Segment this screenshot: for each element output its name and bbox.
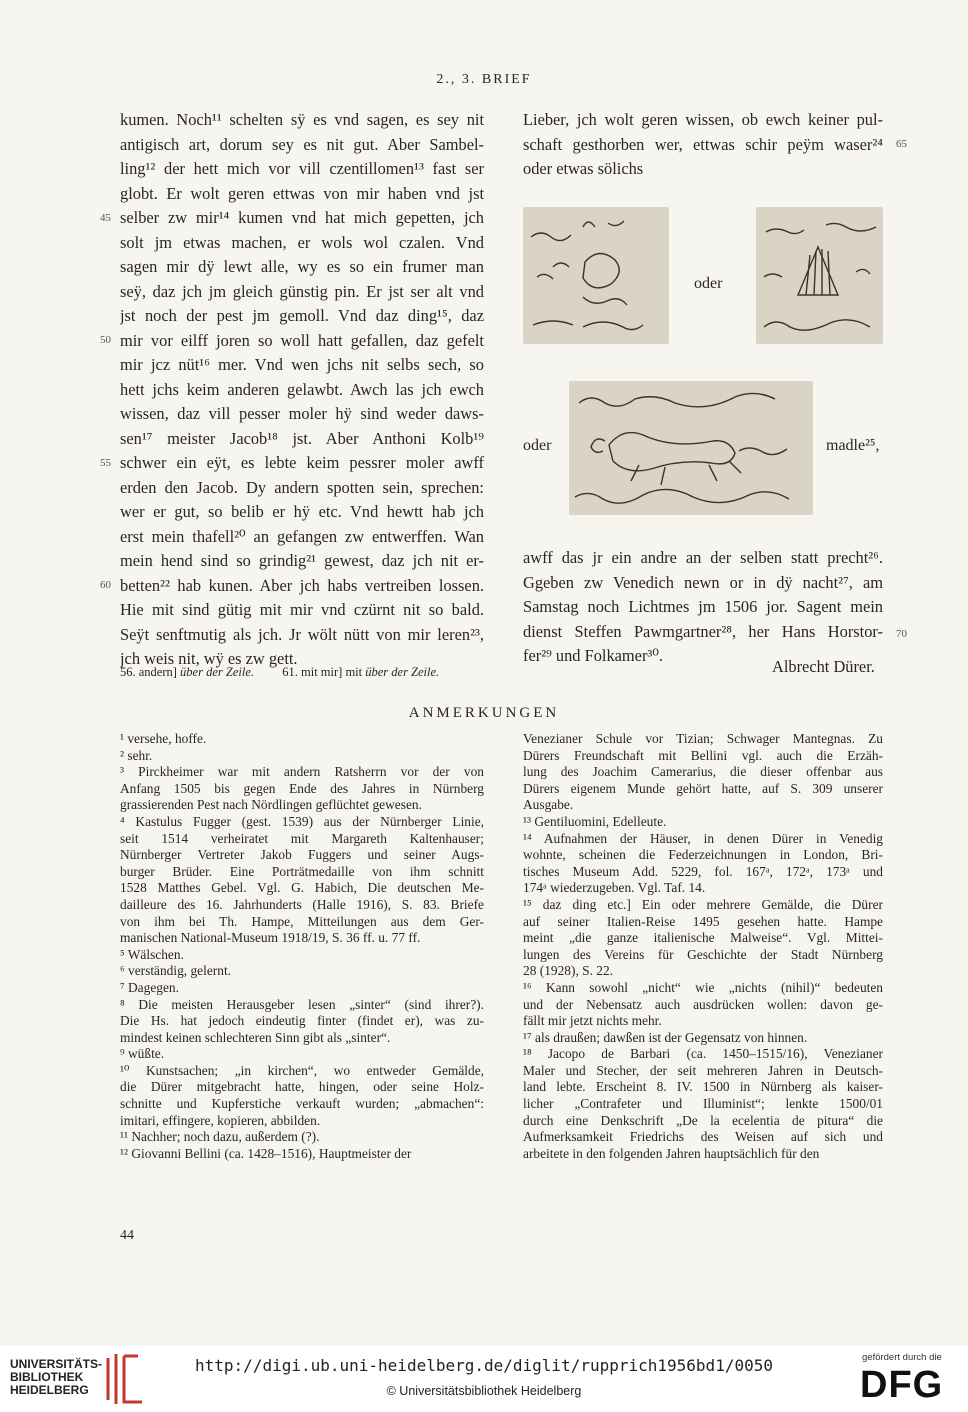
permalink-url[interactable]: http://digi.ub.uni-heidelberg.de/diglit/rupprich1956bd1/0050: [195, 1356, 773, 1375]
note-line: ¹³ Gentiluomini, Edelleute.: [523, 813, 667, 829]
letter-line: Seÿt senftmutig als jch. Jr wölt nütt von mir leren²³,: [120, 624, 484, 644]
letter-line: mir jcz nüt¹⁶ mer. Vnd wen jchs nit selbs sech, so: [120, 355, 484, 374]
apparatus-note-61: über der Zeile.: [365, 665, 440, 679]
letter-line: antigisch art, dorum sey es nit gut. Aber Sambel-: [120, 134, 484, 154]
letter-line: Hie mit sind gütig mit mir vnd czürnt nit so bald.: [120, 600, 484, 619]
note-line: seit 1514 verheiratet mit Margareth Kaltenhauser;: [120, 830, 484, 846]
note-line: Die Hs. hat jedoch eindeutig finter (findet er), was zu-: [120, 1013, 484, 1029]
letter-line: erden den Jacob. Dy andern spotten sein, sprechen:: [120, 477, 484, 497]
note-line: licher „Contrafeter und Illuminist“; lenkte 1500/01: [523, 1096, 883, 1112]
letter-line: schaft gesthorben wer, ettwas schir peÿm waser²⁴: [523, 134, 883, 154]
note-line: ¹⁵ daz ding etc.] Ein oder mehrere Gemälde, die Dürer: [523, 896, 883, 912]
copyright-notice: © Universitätsbibliothek Heidelberg: [386, 1384, 582, 1398]
note-line: die Dürer mitgebracht hatte, hingen, oder seine Holz-: [120, 1079, 484, 1095]
dfg-logo: DFG: [860, 1364, 944, 1406]
dfg-caption: gefördert durch die: [862, 1352, 942, 1363]
note-line: auf seiner Italien-Reise 1495 gesehen hatte. Hampe: [523, 913, 883, 929]
sketch-word-oder-2: oder: [523, 437, 552, 454]
note-line: durch eine Denkschrift „De la ecelentia de pitura“ die: [523, 1112, 883, 1128]
note-line: Dürers eigenem Munde gehört hatte, auf S. 309 unserer: [523, 780, 883, 796]
line-number-70: 70: [896, 628, 907, 640]
letter-line: Lieber, jch wolt geren wissen, ob ewch keiner pul-: [523, 110, 883, 129]
note-line: dailleure des 16. Jahrhunderts (Halle 1916), S. 83. Briefe: [120, 896, 484, 912]
letter-line: betten²² hab kunen. Aber jch habs vertreiben lossen.: [120, 575, 484, 595]
letter-line: mein hend sind so grindig²¹ gewest, daz jch nit er-: [120, 551, 484, 570]
note-line: ¹¹ Nachher; noch dazu, außerdem (?).: [120, 1129, 320, 1145]
apparatus-note-56: über der Zeile.: [180, 665, 254, 679]
note-line: lungen des Vereins für Geschichte der Stadt Nürnberg: [523, 946, 883, 962]
letter-line: dienst Steffen Pawmgartner²⁸, her Hans Horstor-: [523, 621, 883, 641]
library-logo-line-1: UNIVERSITÄTS-: [10, 1357, 103, 1371]
letter-line: sen¹⁷ meister Jacob¹⁸ jst. Aber Anthoni Kolb¹⁹: [120, 428, 484, 448]
note-line: burger Brüder. Eine Porträtmedaille von ihm schnitt: [120, 863, 484, 879]
note-line: Ausgabe.: [523, 797, 574, 813]
note-line: ⁹ wüßte.: [120, 1046, 165, 1062]
letter-line: globt. Er wolt geren ettwas von mir haben vnd jst: [120, 183, 484, 203]
note-line: 1528 Matthes Gebel. Vgl. G. Habich, Die deutschen Me-: [120, 880, 484, 896]
running-head: 2., 3. BRIEF: [436, 72, 532, 87]
sketch-bath-drawing: [523, 207, 669, 344]
note-line: ¹⁷ als draußen; dawßen ist der Gegensatz von hinnen.: [523, 1029, 808, 1045]
note-line: land lebte. Erscheint 8. IV. 1500 in Nürnberg als kaiser-: [523, 1079, 883, 1095]
note-line: und der Nebensatz auch ausdrücken wollen: davon ge-: [523, 996, 883, 1012]
library-logo-line-3: HEIDELBERG: [10, 1383, 89, 1397]
letter-line: selber zw mir¹⁴ kumen vnd hat mich gepetten, jch: [120, 208, 484, 227]
letter-line: solt jm etwas machen, er wols wol czalen. Vnd: [120, 232, 484, 252]
note-line: ¹ versehe, hoffe.: [120, 731, 207, 746]
notes-right-column: [523, 731, 883, 1162]
note-line: ¹⁴ Aufnahmen der Häuser, in denen Dürer in Venedig: [523, 830, 883, 846]
letter-line: mir vor eilff joren so woll hatt gefallen, daz gefelt: [120, 330, 484, 350]
line-number-50: 50: [100, 334, 111, 346]
note-line: Nürnberger Vertreter Jakob Fuggers und seiner Augs-: [120, 847, 484, 863]
note-line: 174ᵃ wiederzugeben. Vgl. Taf. 14.: [523, 880, 706, 896]
sketch-image-brush: [756, 207, 883, 344]
sketch-image-dog: [569, 381, 813, 515]
note-line: Aufmerksamkeit Friedrichs des Weisen auf sich und: [523, 1129, 883, 1145]
note-line: ⁶ verständig, gelernt.: [120, 963, 232, 979]
line-number-55: 55: [100, 457, 111, 469]
letter-line: erst mein thafell²⁰ an gefangen zw entwerffen. Wan: [120, 526, 484, 546]
line-number-45: 45: [100, 212, 111, 224]
note-line: grassierenden Pest nach Nördlingen geflüchtet gewesen.: [120, 797, 422, 813]
note-line: manischen National-Museum 1918/19, S. 36 ff. u. 77 ff.: [120, 930, 421, 946]
page-number: 44: [120, 1228, 134, 1243]
sketch-word-madle: madle²⁵,: [826, 437, 880, 454]
sketch-brush-drawing: [756, 207, 883, 344]
note-line: mindest keinen schlechteren Sinn gibt als „sinter“.: [120, 1029, 391, 1045]
letter-left-column: [120, 108, 484, 672]
letter-line: jch weis nit, wÿ es zw gett.: [120, 649, 298, 668]
letter-line: wer er gut, so belib er hÿ etc. Vnd hewtt hab jch: [120, 502, 484, 521]
note-line: lung des Joachim Camerarius, die dieser offenbar aus: [523, 764, 883, 780]
note-line: schnitte und Kupferstiche verkauft wurden; „abmachen“:: [120, 1096, 484, 1112]
letter-line: sagen mir dÿ lewt alle, wy es so ein frumer man: [120, 257, 484, 276]
note-line: Anfang 1505 bis gegen Ende des Jahres in Nürnberg: [120, 780, 484, 796]
note-line: meint „die ganze italienische Malweise“. Vgl. Mittei-: [523, 930, 883, 946]
letter-line: seÿ, daz jch jm gleich günstig pin. Er jst ser alt vnd: [120, 281, 484, 301]
note-line: imitari, effingere, kopieren, abbilden.: [120, 1112, 321, 1128]
note-line: ⁴ Kastulus Fugger (gest. 1539) aus der Nürnberger Linie,: [120, 813, 484, 829]
letter-right-top: [523, 108, 883, 182]
note-line: ¹⁰ Kunstsachen; „in kirchen“, wo entweder Gemälde,: [120, 1062, 484, 1078]
note-line: ⁷ Dagegen.: [120, 979, 179, 995]
note-line: ³ Pirckheimer war mit andern Ratsherrn vor der von: [120, 764, 484, 780]
note-line: ¹² Giovanni Bellini (ca. 1428–1516), Hauptmeister der: [120, 1145, 412, 1161]
note-line: Venezianer Schule vor Tizian; Schwager Mantegnas. Zu: [523, 731, 883, 746]
note-line: von ihm bei Th. Hampe, Mitteilungen aus dem Ger-: [120, 913, 484, 929]
note-line: Maler und Stecher, der seit mehreren Jahren in Deutsch-: [523, 1062, 883, 1078]
note-line: wohnte, scheinen die Federzeichnungen in London, Bri-: [523, 847, 883, 863]
letter-line: jst noch der pest jm gemoll. Vnd daz ding¹⁵, daz: [120, 306, 484, 325]
line-number-65: 65: [896, 138, 907, 150]
note-line: ¹⁶ Kann sowohl „nicht“ wie „nichts (nihil)“ bedeuten: [523, 979, 883, 995]
note-line: ¹⁸ Jacopo de Barbari (ca. 1450–1515/16), Venezianer: [523, 1046, 883, 1062]
note-line: tisches Museum Add. 5229, fol. 167ᵃ, 172ᵃ, 173ᵃ und: [523, 863, 883, 879]
note-line: arbeitete in den folgenden Jahren hauptsächlich für den: [523, 1145, 820, 1161]
library-logo-line-2: BIBLIOTHEK: [10, 1370, 84, 1384]
letter-line: awff das jr ein andre an der selben statt precht²⁶.: [523, 548, 883, 567]
letter-line: hett jchs keim anderen gelawbt. Awch las jch ewch: [120, 379, 484, 399]
letter-line: oder etwas sölichs: [523, 159, 644, 178]
letter-line: fer²⁹ und Folkamer³⁰.: [523, 646, 664, 665]
note-line: 28 (1928), S. 22.: [523, 963, 614, 979]
letter-right-bottom: [523, 546, 883, 669]
apparatus-ref-56: 56. andern]: [120, 665, 177, 679]
line-number-60: 60: [100, 579, 111, 591]
signature: Albrecht Dürer.: [772, 657, 875, 676]
letter-line: schwer ein eÿt, es lebte keim pessrer moler awff: [120, 453, 484, 472]
apparatus-ref-61: 61. mit mir] mit: [282, 665, 363, 679]
sketch-dog-drawing: [569, 381, 813, 515]
notes-left-column: [120, 731, 484, 1162]
note-line: ⁵ Wälschen.: [120, 946, 184, 962]
sketch-image-bath: [523, 207, 669, 344]
note-line: ⁸ Die meisten Herausgeber lesen „sinter“ (sind ihrer?).: [120, 996, 484, 1012]
letter-line: ling¹² der hett mich vor vill czentillomen¹³ fast ser: [120, 159, 484, 178]
letter-line: Samstag noch Lichtmes jm 1506 jor. Sagent mein: [523, 597, 883, 616]
critical-apparatus: [120, 665, 439, 680]
note-line: Dürers Freundschaft mit Bellini vgl. auch die Erzäh-: [523, 747, 883, 763]
note-line: ² sehr.: [120, 747, 153, 763]
sketch-word-oder-1: oder: [694, 275, 723, 292]
note-line: fällt mir jetzt nichts mehr.: [523, 1013, 662, 1029]
letter-line: Ggeben zw Venedich newn or in dÿ nacht²⁷, am: [523, 572, 883, 592]
letter-line: wissen, daz vill pesser moler hÿ sind weder daws-: [120, 404, 484, 423]
notes-heading: ANMERKUNGEN: [408, 705, 560, 721]
letter-line: kumen. Noch¹¹ schelten sÿ es vnd sagen, es sey nit: [120, 110, 484, 129]
